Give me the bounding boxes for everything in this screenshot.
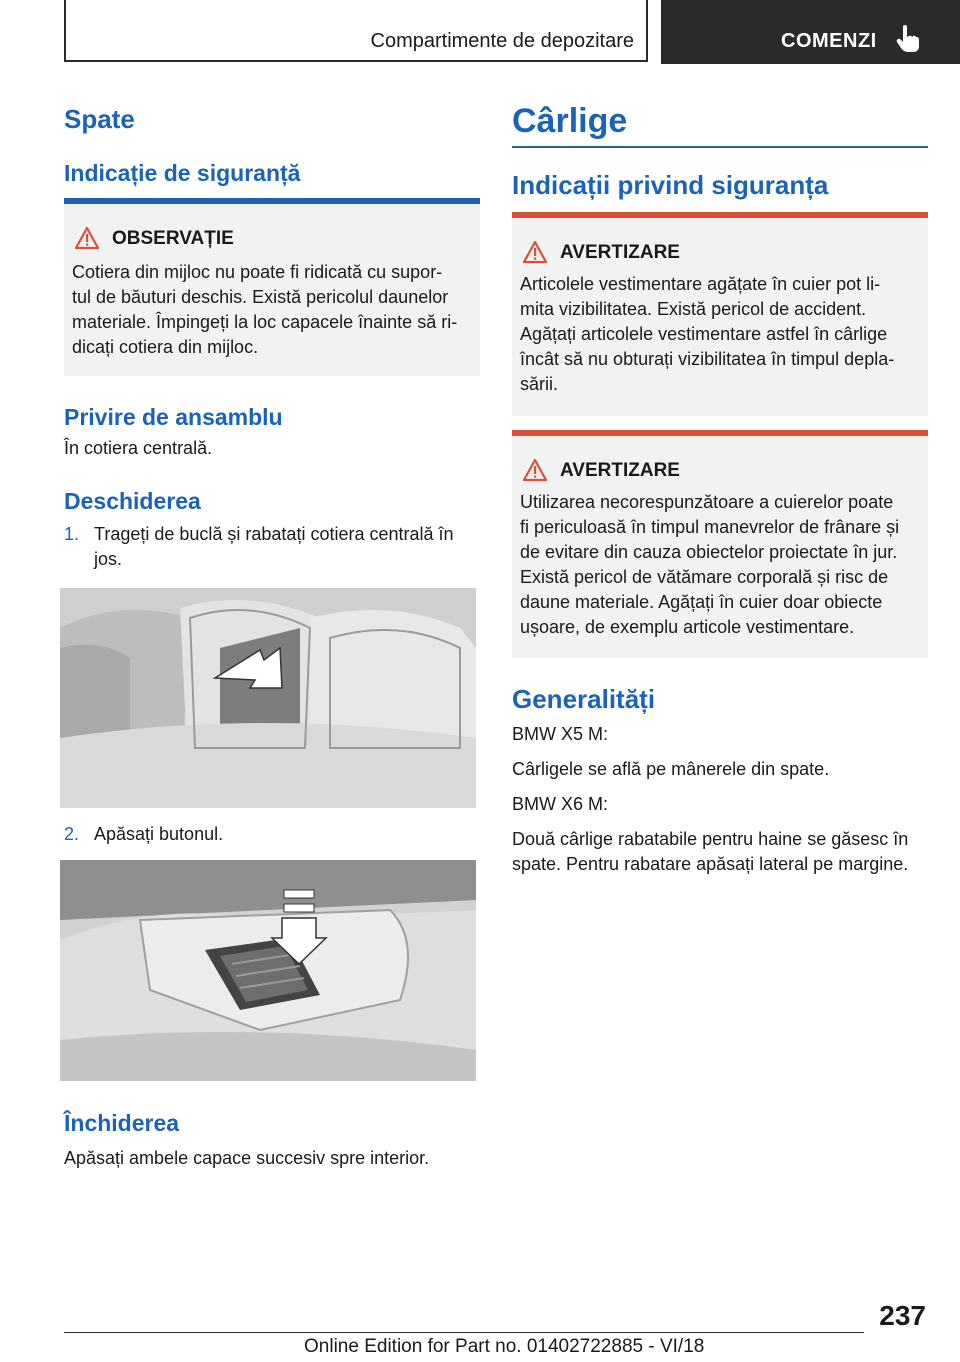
armrest-button-photo — [60, 860, 476, 1081]
general-heading: Generalități — [512, 684, 656, 714]
step2-text: Apăsați butonul. — [94, 824, 224, 844]
note-box — [64, 204, 480, 376]
hooks-rule — [512, 146, 928, 148]
close-heading: Închiderea — [64, 1110, 180, 1136]
page-number: 237 — [879, 1300, 926, 1331]
note-text: Cotiera din mijloc nu poate fi ridicată cu supor‐ tul de băuturi deschis. Există pericolul daunelor materiale. Împingeți la loc capacele înainte să ri‐ dicați cotiera din mijloc. — [72, 262, 458, 357]
header-section-title: Compartimente de depozitare — [370, 30, 634, 52]
note-title: OBSERVAȚIE — [112, 228, 234, 249]
warning2-title: AVERTIZARE — [560, 460, 680, 481]
step2-number: 2. — [64, 824, 80, 844]
general-text: BMW X5 M: Cârligele se află pe mânerele din spate. BMW X6 M: Două cârlige rabatabile pentru haine se găsesc în spate. Pentru rabatare apăsați lateral pe margine. — [512, 724, 909, 874]
hooks-safety-heading: Indicații privind siguranța — [512, 170, 829, 200]
footer-rule — [64, 1332, 864, 1333]
spate-heading: Spate — [64, 104, 135, 134]
commands-label: COMENZI — [781, 30, 877, 52]
close-text: Apăsați ambele capace succesiv spre interior. — [64, 1148, 430, 1168]
pointing-hand-icon — [895, 24, 921, 54]
hooks-heading: Cârlige — [512, 102, 628, 140]
overview-text: În cotiera centrală. — [64, 438, 213, 458]
warning1-text: Articolele vestimentare agățate în cuier pot li‐ mita vizibilitatea. Există pericol de accident. Agățați articolele vestimentare astfel în cârlige încât să nu obturați vizibilitatea în timpul depla‐ sării. — [520, 274, 895, 394]
commands-tab[interactable] — [661, 0, 960, 64]
header-section-box — [64, 0, 648, 62]
step1-number: 1. — [64, 524, 80, 544]
open-heading: Deschiderea — [64, 488, 201, 514]
warning-triangle-icon — [74, 226, 100, 250]
warning-triangle-icon — [522, 240, 548, 264]
warning1-box — [512, 218, 928, 416]
warning1-title: AVERTIZARE — [560, 242, 680, 263]
armrest-fold-photo — [60, 588, 476, 808]
warning-triangle-icon — [522, 458, 548, 482]
warning2-box — [512, 436, 928, 658]
warning2-text: Utilizarea necorespunzătoare a cuierelor poate fi periculoasă în timpul manevrelor de frânare și de evitare din cauza obiectelor proiectate în jur. Există pericol de vătămare corporală și risc de daune materiale. Agățați în cuier doar obiecte ușoare, de exemplu articole vestimentare. — [520, 492, 900, 637]
overview-heading: Privire de ansamblu — [64, 404, 283, 430]
safety-heading: Indicație de siguranță — [64, 160, 301, 186]
step1-text: Trageți de buclă și rabatați cotiera centrală în jos. — [94, 524, 454, 569]
footer-edition: Online Edition for Part no. 01402722885 - VI/18 — [304, 1336, 705, 1357]
